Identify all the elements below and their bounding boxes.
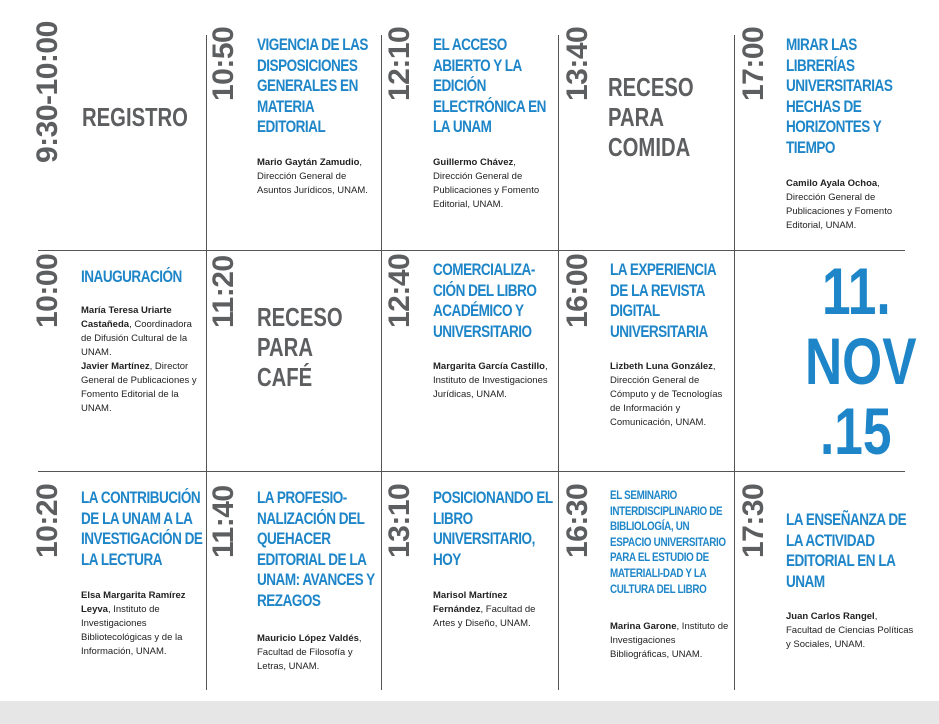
- speaker-affiliation: , Dirección General de Publicaciones y Fomento Editorial, UNAM.: [433, 157, 540, 210]
- speaker-affiliation: , Dirección General de Cómputo y de Tecnologías de Información y Comunicación, UNAM.: [610, 361, 723, 428]
- session-time: 10:50: [207, 26, 240, 101]
- session-time: 16:00: [561, 253, 594, 328]
- session-title: RECESO PARA COMIDA: [608, 72, 694, 162]
- speaker-affiliation: , Instituto de Investigaciones Bibliotecológicas y de la Información, UNAM.: [81, 604, 183, 657]
- speaker-affiliation: , Facultad de Ciencias Políticas y Sociales, UNAM.: [786, 611, 914, 650]
- grid-divider: [38, 250, 905, 251]
- session-time: 10:00: [31, 253, 64, 328]
- session-time: 10:20: [31, 483, 64, 558]
- date-day: 11.: [822, 254, 891, 328]
- session-title: VIGENCIA DE LAS DISPOSICIONES GENERALES EN MATERIA EDITORIAL: [257, 36, 368, 136]
- date-year: .15: [820, 394, 892, 468]
- session-title: POSICIONANDO EL LIBRO UNIVERSITARIO, HOY: [433, 489, 553, 569]
- session-speaker: [433, 589, 555, 631]
- session-title: EL ACCESO ABIERTO Y LA EDICIÓN ELECTRÓNICA EN LA UNAM: [433, 36, 546, 136]
- session-time: 11:40: [207, 485, 240, 558]
- session-title: LA ENSEÑANZA DE LA ACTIVIDAD EDITORIAL EN LA UNAM: [786, 511, 907, 591]
- session-speaker: [433, 156, 555, 212]
- session-title: EL SEMINARIO INTERDISCIPLINARIO DE BIBLIOLOGÍA, UN ESPACIO UNIVERSITARIO PARA EL ESTUDIO DE MATERIALI-DAD Y LA CULTURA DEL LIBRO: [610, 488, 726, 596]
- session-speaker: [81, 589, 203, 659]
- session-speaker: [786, 610, 916, 652]
- speaker-name: Mario Gaytán Zamudio: [257, 157, 360, 168]
- speaker-name: Margarita García Castillo: [433, 361, 545, 372]
- speaker-name: Marisol Martínez Fernández: [433, 590, 508, 615]
- speaker-affiliation: , Dirección General de Publicaciones y Fomento Editorial, UNAM.: [786, 178, 893, 231]
- session-speaker: [257, 156, 379, 198]
- date-month: NOV: [805, 324, 917, 398]
- speaker-name: Juan Carlos Rangel: [786, 611, 875, 622]
- session-time: 16:30: [561, 483, 594, 558]
- session-time: 13:40: [561, 26, 594, 101]
- speaker-affiliation: , Facultad de Filosofía y Letras, UNAM.: [257, 633, 362, 672]
- speaker-affiliation: , Director General de Publicaciones y Fomento Editorial de la UNAM.: [81, 361, 197, 414]
- session-title: REGISTRO: [82, 102, 188, 132]
- session-title: LA CONTRIBUCIÓN DE LA UNAM A LA INVESTIGACIÓN DE LA LECTURA: [81, 489, 203, 569]
- speaker-name: Mauricio López Valdés: [257, 633, 359, 644]
- grid-divider: [206, 35, 207, 690]
- session-time: 17:30: [737, 483, 770, 558]
- session-speaker: [433, 360, 555, 402]
- grid-divider: [38, 471, 905, 472]
- session-time: 12:10: [383, 26, 416, 101]
- speaker-affiliation: , Facultad de Artes y Diseño, UNAM.: [433, 604, 536, 629]
- grid-divider: [734, 35, 735, 690]
- session-speaker: [257, 632, 379, 674]
- session-title: COMERCIALIZA-CIÓN DEL LIBRO ACADÉMICO Y UNIVERSITARIO: [433, 261, 537, 341]
- page-bottom-strip: [0, 701, 939, 724]
- session-speaker: [610, 360, 732, 430]
- session-speaker: [610, 620, 732, 662]
- session-speaker: [81, 304, 203, 416]
- session-speaker: [786, 177, 908, 233]
- session-title: RECESO PARA CAFÉ: [257, 302, 343, 392]
- session-time: 9:30-10:00: [31, 21, 64, 163]
- session-title: LA PROFESIO-NALIZACIÓN DEL QUEHACER EDITORIAL DE LA UNAM: AVANCES Y REZAGOS: [257, 489, 375, 610]
- speaker-name: Camilo Ayala Ochoa: [786, 178, 878, 189]
- grid-divider: [381, 35, 382, 690]
- grid-divider: [558, 35, 559, 690]
- speaker-name: Javier Martínez: [81, 361, 150, 372]
- speaker-name: Lizbeth Luna González: [610, 361, 713, 372]
- session-title: LA EXPERIENCIA DE LA REVISTA DIGITAL UNIVERSITARIA: [610, 261, 716, 341]
- session-title: MIRAR LAS LIBRERÍAS UNIVERSITARIAS HECHAS DE HORIZONTES Y TIEMPO: [786, 36, 893, 157]
- speaker-name: María Teresa Uriarte Castañeda: [81, 305, 172, 330]
- speaker-affiliation: , Instituto de Investigaciones Jurídicas, UNAM.: [433, 361, 548, 400]
- session-time: 13:10: [383, 483, 416, 558]
- session-time: 12:40: [383, 253, 416, 328]
- speaker-affiliation: , Dirección General de Asuntos Jurídicos, UNAM.: [257, 157, 368, 196]
- speaker-affiliation: , Coordinadora de Difusión Cultural de la UNAM.: [81, 319, 192, 358]
- speaker-affiliation: , Instituto de Investigaciones Bibliográficas, UNAM.: [610, 621, 729, 660]
- speaker-name: Marina Garone: [610, 621, 677, 632]
- speaker-name: Elsa Margarita Ramírez Leyva: [81, 590, 186, 615]
- session-time: 11:20: [207, 255, 240, 328]
- session-title: INAUGURACIÓN: [81, 268, 182, 286]
- speaker-name: Guillermo Chávez: [433, 157, 514, 168]
- session-time: 17:00: [737, 26, 770, 101]
